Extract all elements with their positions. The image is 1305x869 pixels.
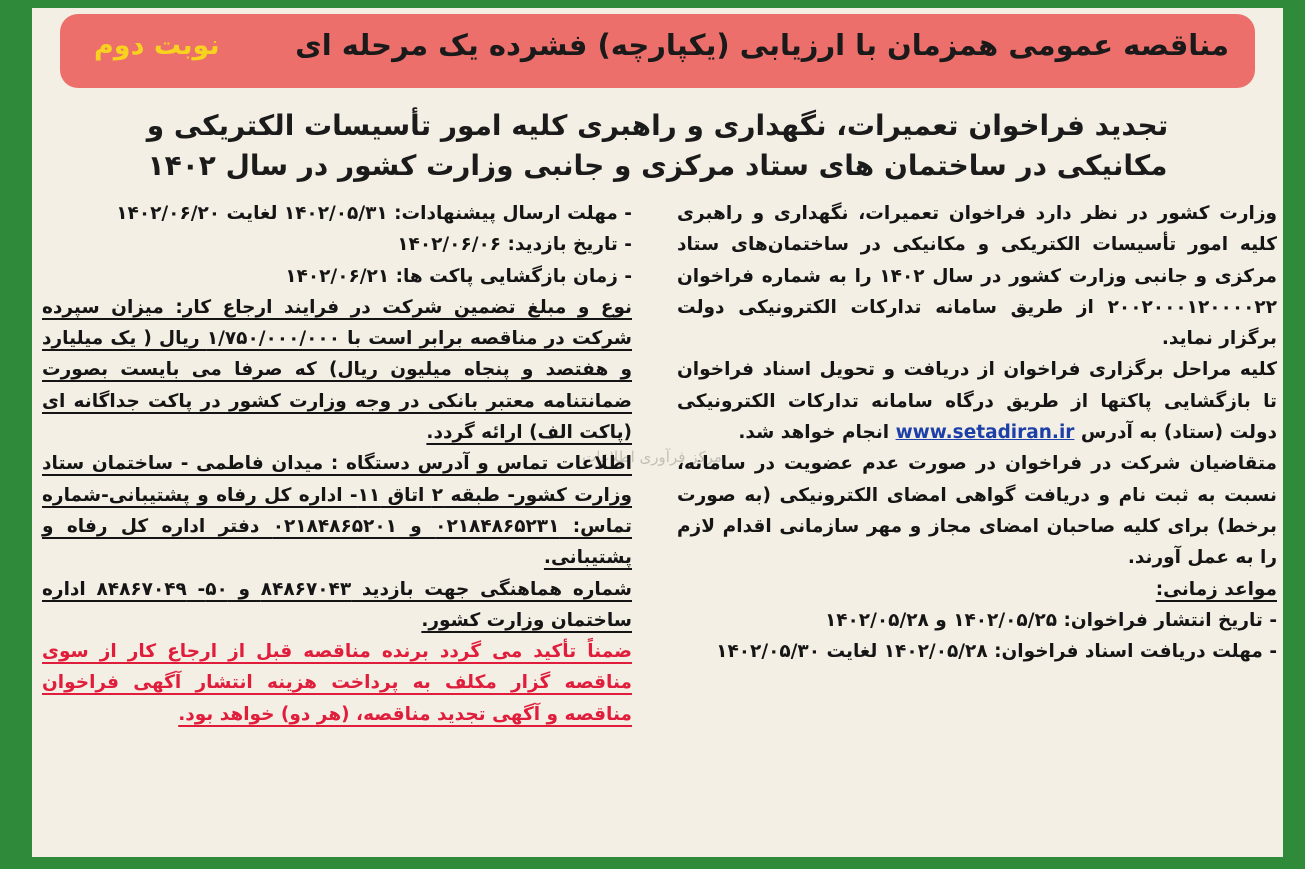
opening-date: - زمان بازگشایی پاکت ها: ۱۴۰۲/۰۶/۲۱: [285, 265, 632, 287]
ad-paper: [32, 8, 1283, 857]
submit-deadline: - مهلت ارسال پیشنهادات: ۱۴۰۲/۰۵/۳۱ لغایت ۱۴۰۲/۰۶/۲۰: [116, 203, 632, 224]
registration-paragraph: متقاضیان شرکت در فراخوان در صورت عدم عضویت در سامانه، نسبت به ثبت نام و دریافت گواهی امضای الکترونیکی (به صورت برخط) برای کلیه صاحبان امضای مجاز و مهر سازمانی اقدام لازم را به عمل آورند.: [677, 453, 1277, 569]
left-column: [42, 198, 632, 730]
visit-date: - تاریخ بازدید: ۱۴۰۲/۰۶/۰۶: [397, 234, 632, 256]
right-column: [677, 198, 1277, 667]
schedule-title: مواعد زمانی:: [1155, 578, 1277, 600]
round-label: نوبت دوم: [94, 30, 220, 61]
process-text-end: انجام خواهد شد.: [738, 422, 890, 444]
intro-paragraph: وزارت کشور در نظر دارد فراخوان تعمیرات، نگهداری و راهبری کلیه امور تأسیسات الکتریکی و مکانیکی در ساختمان‌های ستاد مرکزی و جانبی وزارت کشور در سال ۱۴۰۲ را به شماره فراخوان ۲۰۰۲۰۰۰۱۲۰۰۰۰۲۲ از طریق سامانه تدارکات الکترونیکی دولت برگزار نماید.: [677, 203, 1277, 350]
coordination-paragraph: شماره هماهنگی جهت بازدید ۸۴۸۶۷۰۴۳ و ۵۰- ۸۴۸۶۷۰۴۹ اداره ساختمان وزارت کشور.: [42, 578, 632, 631]
headline-line-2: مکانیکی در ساختمان های ستاد مرکزی و جانبی وزارت کشور در سال ۱۴۰۲: [147, 149, 1168, 182]
publish-date: - تاریخ انتشار فراخوان: ۱۴۰۲/۰۵/۲۵ و ۱۴۰۲/۰۵/۲۸: [824, 609, 1277, 631]
warning-paragraph: ضمناً تأکید می گردد برنده مناقصه قبل از ارجاع کار از سوی مناقصه گزار مکلف به پرداخت هزینه انتشار آگهی فراخوان مناقصه و آگهی تجدید مناقصه، (هر دو) خواهد بود.: [42, 641, 632, 725]
title-banner: [60, 14, 1255, 88]
watermark-text: مرکز فرآوری اطلاعات: [582, 448, 722, 466]
contact-paragraph: اطلاعات تماس و آدرس دستگاه : میدان فاطمی - ساختمان ستاد وزارت کشور- طبقه ۲ اتاق ۱۱- اداره کل رفاه و پشتیبانی-شماره تماس: ۰۲۱۸۴۸۶۵۲۳۱ و ۰۲۱۸۴۸۶۵۲۰۱ دفتر اداره کل رفاه و پشتیبانی.: [42, 453, 633, 569]
guarantee-paragraph: نوع و مبلغ تضمین شرکت در فرایند ارجاع کار: میزان سپرده شرکت در مناقصه برابر است با ۱/۷۵۰/۰۰۰/۰۰۰ ریال ( یک میلیارد و هفتصد و پنجاه میلیون ریال) که صرفا می بایست بصورت ضمانتنامه معتبر بانکی در وجه وزارت کشور در پاکت جداگانه ای (پاکت الف) ارائه گردد.: [42, 296, 633, 444]
website-link[interactable]: www.setadiran.ir: [895, 422, 1075, 444]
docs-deadline: - مهلت دریافت اسناد فراخوان: ۱۴۰۲/۰۵/۲۸ لغایت ۱۴۰۲/۰۵/۳۰: [716, 641, 1277, 663]
process-text: کلیه مراحل برگزاری فراخوان از دریافت و تحویل اسناد فراخوان تا بازگشایی پاکتها از طریق درگاه سامانه تدارکات الکترونیکی دولت (ستاد) به آدرس: [677, 359, 1277, 444]
page-title: [62, 106, 1253, 186]
headline-line-1: تجدید فراخوان تعمیرات، نگهداری و راهبری کلیه امور تأسیسات الکتریکی و: [146, 109, 1169, 142]
banner-title: مناقصه عمومی همزمان با ارزیابی (یکپارچه) فشرده یک مرحله ای: [295, 28, 1229, 62]
process-paragraph: [677, 354, 1277, 448]
